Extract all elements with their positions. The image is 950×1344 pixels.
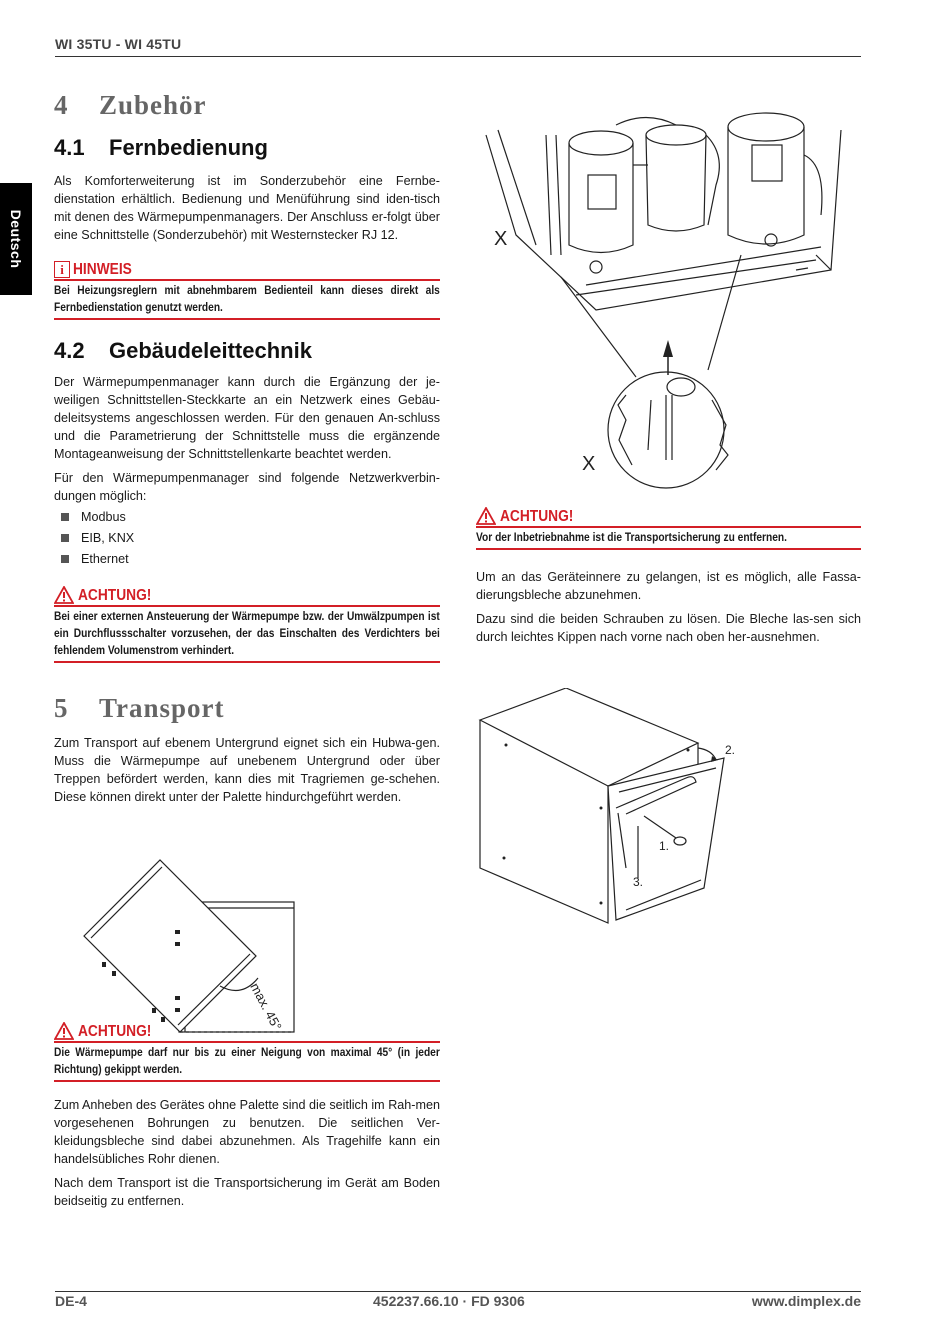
right-text-2: Dazu sind die beiden Schrauben zu lösen. Die Bleche las-sen sich durch leichtes Kippen nach vorne nach oben her-ausnehmen. [476,612,861,644]
section-number: 4 [54,90,69,120]
compressor-diagram [476,95,862,500]
list-item: Modbus [54,507,440,528]
footer-doc-number: 452237.66.10 · FD 9306 [373,1293,525,1309]
footer-rule [55,1291,861,1292]
note-body: Vor der Inbetriebnahme ist die Transportsicherung zu entfernen. [476,528,861,550]
section-4-heading [54,90,440,121]
section-4-2-heading [54,338,440,364]
bullet-square-icon [61,534,69,542]
section-5-text-2: Zum Anheben des Gerätes ohne Palette sind die seitlich im Rah-men vorgesehenen Bohrungen zu benutzen. Die seitlichen Ver-kleidungsbleche sind dabei abzunehmen. Als Tragehilfe kann ein handelsübliches Rohr dienen. [54,1098,440,1166]
section-title: Zubehör [99,90,207,120]
note-title: ACHTUNG! [500,508,574,525]
section-4-1-text: Als Komforterweiterung ist im Sonderzubehör eine Fernbe-dienstation erhältlich. Bedienung und Menüführung sind iden-tisch mit denen des Wärmepumpenmanagers. Der Anschluss er-folgt über eine Schnittstelle (Sonderzubehör) mit Westernstecker RJ 12. [54,174,440,242]
language-tab [0,183,32,295]
step-2-label: 2. [725,743,736,757]
warning-triangle-icon [54,1022,74,1040]
achtung-note-1 [54,584,440,663]
hinweis-note [54,258,440,320]
note-body: Bei einer externen Ansteuerung der Wärmepumpe bzw. der Umwälzpumpen ist ein Durchflussschalter vorzusehen, der das Einschalten des Verdichters bei fehlendem Volumenstrom verhindert. [54,607,440,663]
note-body: Bei Heizungsreglern mit abnehmbarem Bedienteil kann dieses direkt als Fernbedienstation genutzt werden. [54,281,440,320]
angle-label: max. 45° [247,980,285,1033]
info-icon: i [54,261,70,278]
section-title: Gebäudeleittechnik [109,338,312,363]
note-header [476,505,861,528]
section-title: Fernbedienung [109,135,268,160]
section-number: 5 [54,693,69,723]
note-body: Die Wärmepumpe darf nur bis zu einer Neigung von maximal 45° (in jeder Richtung) gekippt werden. [54,1043,440,1082]
note-title: ACHTUNG! [78,1023,152,1040]
marker-x-bottom: X [582,453,596,475]
bullet-square-icon [61,555,69,563]
network-list [54,507,440,570]
warning-triangle-icon [476,507,496,525]
language-tab-label: Deutsch [8,209,24,269]
achtung-note-3 [476,505,861,550]
panel-removal-diagram [476,688,746,938]
section-title: Transport [99,693,225,723]
marker-x-top: X [494,228,508,250]
section-4-2-text: Der Wärmepumpenmanager kann durch die Ergänzung der je-weiligen Schnittstellen-Steckkarte an ein Netzwerk eines Gebäu-deleitsystems angeschlossen werden. Für den genauen An-schluss und die Parametrierung der Schnittstelle muss die ergänzende Montageanweisung der Schnittstellenkarte beachtet werden. [54,375,440,461]
footer-url[interactable]: www.dimplex.de [751,1293,861,1309]
section-number: 4.2 [54,338,85,363]
note-header [54,258,440,281]
right-column [476,505,861,652]
header-rule [55,56,861,57]
section-number: 4.1 [54,135,85,160]
document-header-title: WI 35TU - WI 45TU [55,36,182,52]
section-5-text: Zum Transport auf ebenem Untergrund eignet sich ein Hubwa-gen. Muss die Wärmepumpe auf unebenem Untergrund oder über Treppen befördert werden, kann dies mit Tragriemen ge-schehen. Diese können direkt unter der Palette hindurchgeführt werden. [54,736,440,804]
left-column [54,90,440,1216]
warning-triangle-icon [54,586,74,604]
section-5-heading [54,693,440,724]
note-header [54,584,440,607]
note-title: HINWEIS [73,261,132,278]
note-title: ACHTUNG! [78,587,152,604]
bullet-square-icon [61,513,69,521]
step-1-label: 1. [659,839,670,853]
section-5-text-3: Nach dem Transport ist die Transportsicherung im Gerät am Boden beidseitig zu entfernen. [54,1176,440,1208]
right-text-1: Um an das Geräteinnere zu gelangen, ist es möglich, alle Fassa-dierungsbleche abzunehmen. [476,570,861,602]
section-4-1-heading [54,135,440,161]
footer-page-number: DE-4 [55,1293,87,1309]
step-3-label: 3. [633,875,644,889]
list-item: Ethernet [54,549,440,570]
tilt-diagram [82,858,302,1038]
list-item: EIB, KNX [54,528,440,549]
section-4-2-text-2: Für den Wärmepumpenmanager sind folgende Netzwerkverbin-dungen möglich: [54,471,440,503]
